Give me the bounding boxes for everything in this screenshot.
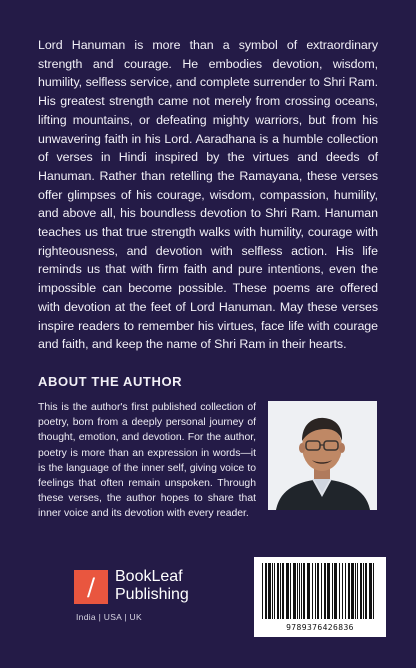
- isbn-barcode: [254, 557, 386, 637]
- book-blurb: Lord Hanuman is more than a symbol of extraordinary strength and courage. He embodies devotion, wisdom, humility, selfless service, and complete surrender to Shri Ram. His greatest strength came not merely from crossing oceans, lifting mountains, or defeating mighty warriors, but from his unwavering faith in his Lord. Aaradhana is a humble collection of verses in Hindi inspired by the virtues and deeds of Hanuman. Rather than retelling the Ramayana, these verses offer glimpses of his courage, wisdom, compassion, humility, and above all, his boundless devotion to Shri Ram. Hanuman teaches us that true strength walks with humility, courage with righteousness, and devotion with selfless action. His life reminds us that with firm faith and pure intentions, even the impossible can become possible. These poems are offered with devotion at the feet of Lord Hanuman. May these verses inspire readers to remember his virtues, face life with courage and faith, and keep the name of Shri Ram in their hearts.: [38, 38, 378, 352]
- barcode-bar: [286, 563, 289, 619]
- author-photo: [268, 401, 377, 510]
- barcode-bar: [357, 563, 358, 619]
- publisher-mark-glyph: /: [86, 573, 96, 601]
- barcode-bar: [293, 563, 296, 619]
- author-portrait-image: [268, 401, 377, 510]
- barcode-bar: [332, 563, 333, 619]
- about-author-heading: ABOUT THE AUTHOR: [38, 374, 183, 389]
- publisher-name-line2: Publishing: [115, 586, 189, 603]
- isbn-number: 9789376426836: [286, 623, 354, 632]
- barcode-bar: [348, 563, 350, 619]
- barcode-bar: [360, 563, 362, 619]
- barcode-bar: [282, 563, 284, 619]
- barcode-bar: [299, 563, 300, 619]
- barcode-bar: [351, 563, 354, 619]
- barcode-bar: [297, 563, 298, 619]
- barcode-bar: [373, 563, 374, 619]
- barcode-bar: [280, 563, 281, 619]
- barcode-bar: [355, 563, 356, 619]
- barcode-bar: [324, 563, 326, 619]
- barcode-bar: [317, 563, 319, 619]
- barcode-bar: [303, 563, 305, 619]
- publisher-name-line1: BookLeaf: [115, 568, 183, 585]
- publisher-regions: India | USA | UK: [76, 612, 142, 622]
- barcode-bar: [290, 563, 291, 619]
- publisher-logo: [74, 568, 204, 628]
- barcode-bar: [345, 563, 346, 619]
- barcode-bar: [363, 563, 364, 619]
- barcode-bar: [339, 563, 340, 619]
- barcode-bar: [268, 563, 271, 619]
- barcode-bar: [327, 563, 330, 619]
- barcode-bar: [342, 563, 343, 619]
- barcode-bar: [315, 563, 316, 619]
- barcode-bar: [365, 563, 367, 619]
- barcode-bar: [307, 563, 310, 619]
- barcode-bar: [262, 563, 263, 619]
- barcode-bar: [369, 563, 372, 619]
- barcode-bar: [301, 563, 302, 619]
- barcode-bar: [334, 563, 337, 619]
- barcode-bar: [265, 563, 267, 619]
- barcode-bar: [312, 563, 313, 619]
- barcode-bar: [321, 563, 322, 619]
- barcode-bar: [277, 563, 279, 619]
- author-bio: This is the author's first published collection of poetry, born from a deeply personal journey of thought, emotion, and devotion. For the author, poetry is more than an expression in words—it is the language of the inner self, giving voice to feelings that often remain unspoken. Through these verses, the author hopes to share that inner voice and its devotion with every reader.: [38, 402, 256, 520]
- publisher-slash-icon: [74, 570, 108, 604]
- barcode-bar: [274, 563, 275, 619]
- barcode-bars-icon: [254, 557, 386, 623]
- barcode-bar: [272, 563, 273, 619]
